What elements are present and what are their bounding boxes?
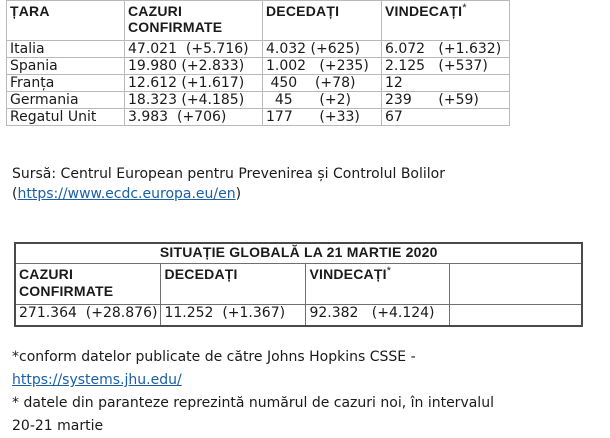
cell-confirmed: 271.364 (+28.876) bbox=[15, 305, 161, 327]
cell-recovered: 12 bbox=[382, 75, 510, 92]
cell-country: Spania bbox=[7, 58, 125, 75]
cell-confirmed: 3.983 (+706) bbox=[125, 109, 263, 126]
footnote-parentheses-line1: * datele din paranteze reprezintă numărul de cazuri noi, în intervalul bbox=[12, 395, 494, 411]
footnotes bbox=[12, 346, 602, 438]
header-confirmed bbox=[125, 1, 263, 41]
asterisk-mark: * bbox=[386, 265, 392, 277]
footnote-source: *conform datelor publicate de către Johns Hopkins CSSE - bbox=[12, 349, 416, 365]
cell-confirmed: 19.980 (+2.833) bbox=[125, 58, 263, 75]
cell-recovered: 92.382 (+4.124) bbox=[306, 305, 450, 327]
asterisk-mark: * bbox=[462, 2, 467, 14]
table-header-row bbox=[7, 1, 510, 41]
cell-country: Franța bbox=[7, 75, 125, 92]
cell-confirmed: 12.612 (+1.617) bbox=[125, 75, 263, 92]
table-row bbox=[7, 92, 510, 109]
cell-deaths: 450 (+78) bbox=[263, 75, 382, 92]
cell-confirmed: 47.021 (+5.716) bbox=[125, 41, 263, 58]
header-confirmed-line1: CAZURI bbox=[19, 266, 74, 282]
cell-country: Germania bbox=[7, 92, 125, 109]
header-country: ȚARA bbox=[7, 1, 125, 41]
table-row bbox=[7, 75, 510, 92]
cell-confirmed: 18.323 (+4.185) bbox=[125, 92, 263, 109]
header-confirmed-line2: CONFIRMATE bbox=[19, 283, 114, 299]
close-paren: ) bbox=[235, 186, 242, 202]
footnote-parentheses-line2: 20-21 martie bbox=[12, 418, 104, 434]
cell-country: Regatul Unit bbox=[7, 109, 125, 126]
cell-deaths: 177 (+33) bbox=[263, 109, 382, 126]
header-confirmed bbox=[15, 264, 161, 305]
source-text: Sursă: Centrul European pentru Prevenirea și Controlul Bolilor bbox=[12, 166, 445, 182]
source-paragraph bbox=[12, 164, 602, 204]
header-recovered-label: VINDECAȚI bbox=[309, 266, 387, 282]
jhu-link[interactable]: https://systems.jhu.edu/ bbox=[12, 372, 182, 388]
open-paren: ( bbox=[12, 186, 18, 202]
header-recovered-label: VINDECAȚI bbox=[385, 3, 463, 19]
table-header-row bbox=[15, 264, 582, 305]
table-row bbox=[7, 58, 510, 75]
table-row bbox=[7, 41, 510, 58]
cell-deaths: 4.032 (+625) bbox=[263, 41, 382, 58]
header-confirmed-line1: CAZURI bbox=[128, 3, 183, 19]
cell-deaths: 45 (+2) bbox=[263, 92, 382, 109]
header-deaths: DECEDAȚI bbox=[161, 264, 306, 305]
header-recovered bbox=[382, 1, 510, 41]
ecdc-link[interactable]: https://www.ecdc.europa.eu/en bbox=[17, 186, 236, 202]
header-confirmed-line2: CONFIRMATE bbox=[128, 19, 223, 35]
cell-recovered: 67 bbox=[382, 109, 510, 126]
country-statistics-table bbox=[6, 0, 510, 126]
cell-recovered: 2.125 (+537) bbox=[382, 58, 510, 75]
cell-country: Italia bbox=[7, 41, 125, 58]
cell-recovered: 239 (+59) bbox=[382, 92, 510, 109]
global-situation-table bbox=[14, 242, 583, 327]
cell-deaths: 1.002 (+235) bbox=[263, 58, 382, 75]
cell-deaths: 11.252 (+1.367) bbox=[161, 305, 306, 327]
header-recovered bbox=[306, 264, 450, 305]
empty-cell bbox=[450, 264, 583, 305]
cell-recovered: 6.072 (+1.632) bbox=[382, 41, 510, 58]
global-table-title: SITUAȚIE GLOBALĂ LA 21 MARTIE 2020 bbox=[15, 243, 582, 264]
table-title-row bbox=[15, 243, 582, 264]
empty-cell bbox=[450, 305, 583, 327]
header-deaths: DECEDAȚI bbox=[263, 1, 382, 41]
source-link-line bbox=[12, 184, 602, 204]
table-row bbox=[7, 109, 510, 126]
table-row bbox=[15, 305, 582, 327]
